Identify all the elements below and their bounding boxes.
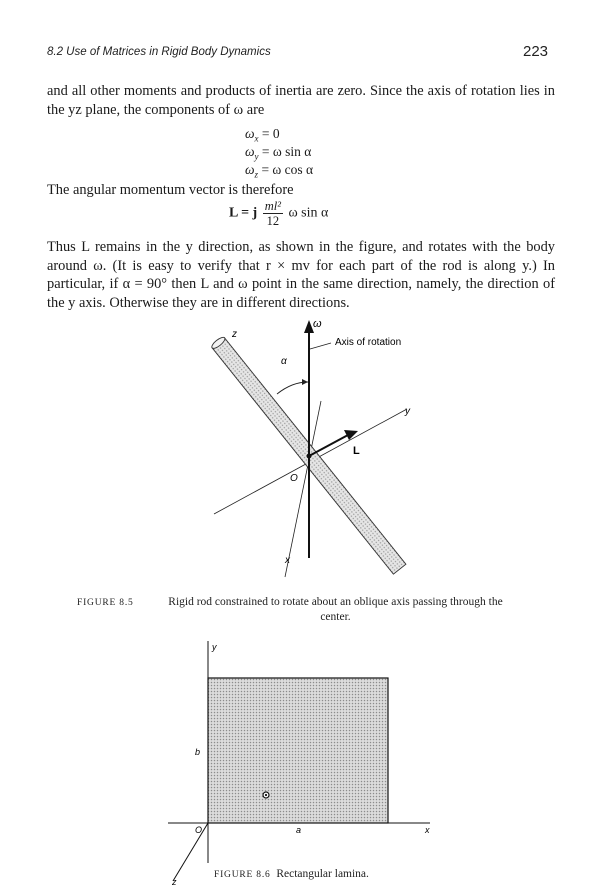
origin-label: O xyxy=(290,473,298,484)
axis-of-rotation-label: Axis of rotation xyxy=(335,337,402,348)
figure-8-5-caption-text: Rigid rod constrained to rotate about an oblique axis passing through the center. xyxy=(168,596,503,623)
lamina xyxy=(208,678,388,823)
paragraph-intro: and all other moments and products of inertia are zero. Since the axis of rotation lies in the yz plane, the components of ω are xyxy=(47,83,555,118)
y-axis-label: y xyxy=(405,406,410,417)
equation-L: L = j $\frac{\text{ml²}}{12}$ ω sin α xyxy=(229,199,329,228)
alpha-label: α xyxy=(281,356,287,367)
figure-8-6-caption: FIGURE 8.6 Rectangular lamina. xyxy=(214,868,369,880)
z-axis-label: z xyxy=(232,329,237,340)
center-point xyxy=(307,454,312,459)
page-number: 223 xyxy=(523,43,549,60)
figure-8-5-caption: FIGURE 8.5 xyxy=(77,598,134,608)
running-header-section: 8.2 Use of Matrices in Rigid Body Dynamics xyxy=(47,46,271,58)
omega-label: ω xyxy=(313,318,322,330)
y-axis-label: y xyxy=(212,642,217,652)
x-axis-label: x xyxy=(285,555,290,566)
figure-rectangular-lamina xyxy=(0,633,595,893)
equation-omega-x: $\omega_x = 0$ xyxy=(245,126,280,144)
a-dimension-label: a xyxy=(296,825,302,835)
x-axis-label: x xyxy=(425,825,430,835)
z-axis-label: z xyxy=(172,877,177,887)
paragraph-discussion: Thus L remains in the y direction, as shown in the figure, and rotates with the body around ω. (It is easy to verify that r × mv for each part of the rod is along y.) In particular, if α = 90° then L and ω point in the same direction, namely, the direction of the y axis. Otherwise they are in different directions. xyxy=(47,239,555,312)
L-vector-label: L xyxy=(353,445,360,457)
paragraph-angular-momentum: The angular momentum vector is therefore xyxy=(47,182,294,198)
equation-omega-z: $\omega_z = \omega$ cos α xyxy=(245,162,314,180)
equation-omega-y: $\omega_y = \omega$ sin α xyxy=(245,144,312,162)
origin-label: O xyxy=(195,825,203,835)
figure-rigid-rod xyxy=(0,313,595,593)
b-dimension-label: b xyxy=(195,747,201,757)
